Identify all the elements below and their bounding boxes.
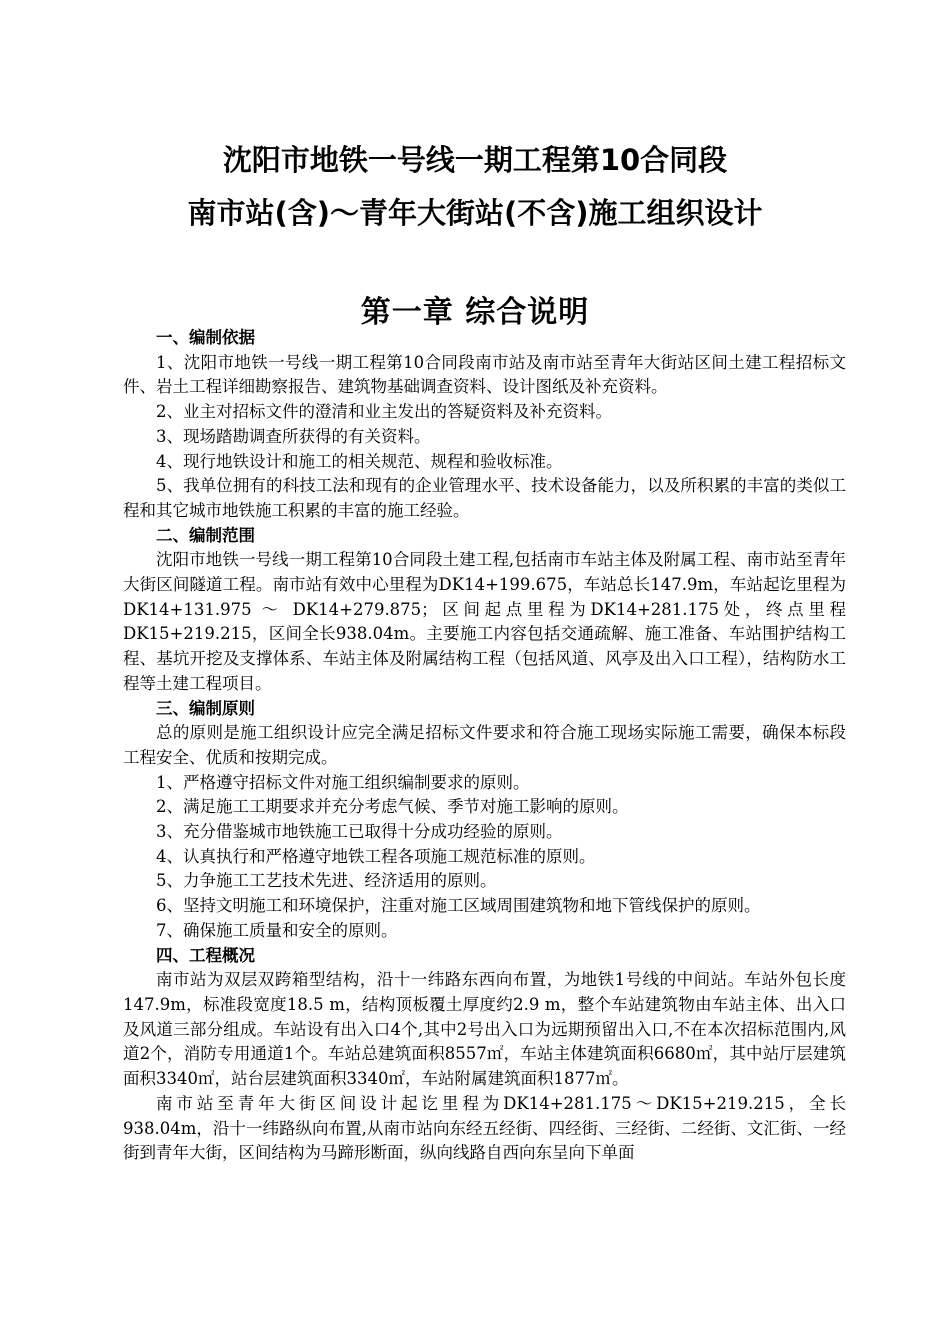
paragraph: 南市站至青年大街区间设计起讫里程为DK14+281.175～DK15+219.215，全长938.04m，沿十一纬路纵向布置,从南市站向东经五经街、四经街、三经街、二经街、文汇街、一经街到青年大街，区间结构为马蹄形断面，纵向线路自西向东呈向下单面 <box>123 1093 846 1163</box>
document-title-line2: 南市站(含)～青年大街站(不含)施工组织设计 <box>187 196 763 230</box>
paragraph: 5、我单位拥有的科技工法和现有的企业管理水平、技术设备能力，以及所积累的丰富的类似工程和其它城市地铁施工积累的丰富的施工经验。 <box>123 476 846 520</box>
paragraph: 3、现场踏勘调查所获得的有关资料。 <box>156 426 431 446</box>
paragraph: 4、现行地铁设计和施工的相关规范、规程和验收标准。 <box>156 451 563 471</box>
paragraph: 1、沈阳市地铁一号线一期工程第10合同段南市站及南市站至青年大街站区间土建工程招标文件、岩土工程详细勘察报告、建筑物基础调查资料、设计图纸及补充资料。 <box>123 352 846 397</box>
paragraph: 6、坚持文明施工和环境保护，注重对施工区域周围建筑物和地下管线保护的原则。 <box>156 896 761 916</box>
paragraph: 总的原则是施工组织设计应完全满足招标文件要求和符合施工现场实际施工需要，确保本标段工程安全、优质和按期完成。 <box>123 723 846 767</box>
paragraph: 沈阳市地铁一号线一期工程第10合同段土建工程,包括南市车站主体及附属工程、南市站至青年大街区间隧道工程。南市站有效中心里程为DK14+199.675，车站总长147.9m，车站起讫里程为 DK14+131.975 ～ DK14+279.875；区间起点里程为DK14+281.175处，终点里程DK15+219.215，区间全长938.04m。主要施工内容包括交通疏解、施工准备、车站围护结构工程、基坑开挖及支撑体系、车站主体及附属结构工程（包括风道、风亭及出入口工程），结构防水工程等土建工程项目。 <box>123 550 863 693</box>
paragraph: 2、业主对招标文件的澄清和业主发出的答疑资料及补充资料。 <box>156 402 612 422</box>
chapter-title: 第一章 综合说明 <box>360 295 590 330</box>
paragraph: 5、力争施工工艺技术先进、经济适用的原则。 <box>156 871 497 891</box>
section-heading: 三、编制原则 <box>156 698 255 718</box>
paragraph: 4、认真执行和严格遵守地铁工程各项施工规范标准的原则。 <box>156 846 596 866</box>
section-heading: 二、编制范围 <box>156 525 255 545</box>
paragraph: 2、满足施工工期要求并充分考虑气候、季节对施工影响的原则。 <box>156 797 629 817</box>
section-heading: 四、工程概况 <box>156 945 255 965</box>
paragraph: 3、充分借鉴城市地铁施工已取得十分成功经验的原则。 <box>156 822 563 842</box>
paragraph: 7、确保施工质量和安全的原则。 <box>156 920 398 940</box>
paragraph: 1、严格遵守招标文件对施工组织编制要求的原则。 <box>156 772 530 792</box>
section-heading: 一、编制依据 <box>156 328 255 347</box>
document-title-line1: 沈阳市地铁一号线一期工程第10合同段 <box>222 143 728 177</box>
document-body <box>123 326 863 1166</box>
paragraph: 南市站为双层双跨箱型结构，沿十一纬路东西向布置，为地铁1号线的中间站。车站外包长度147.9m，标准段宽度18.5 m，结构顶板覆土厚度约2.9 m，整个车站建筑物由车站主体、出入口及风道三部分组成。车站设有出入口4个,其中2号出入口为远期预留出入口,不在本次招标范围内,风道2个，消防专用通道1个。车站总建筑面积8557㎡，车站主体建筑面积6680㎡，其中站厅层建筑面积3340㎡，站台层建筑面积3340㎡，车站附属建筑面积1877㎡。 <box>123 970 846 1089</box>
